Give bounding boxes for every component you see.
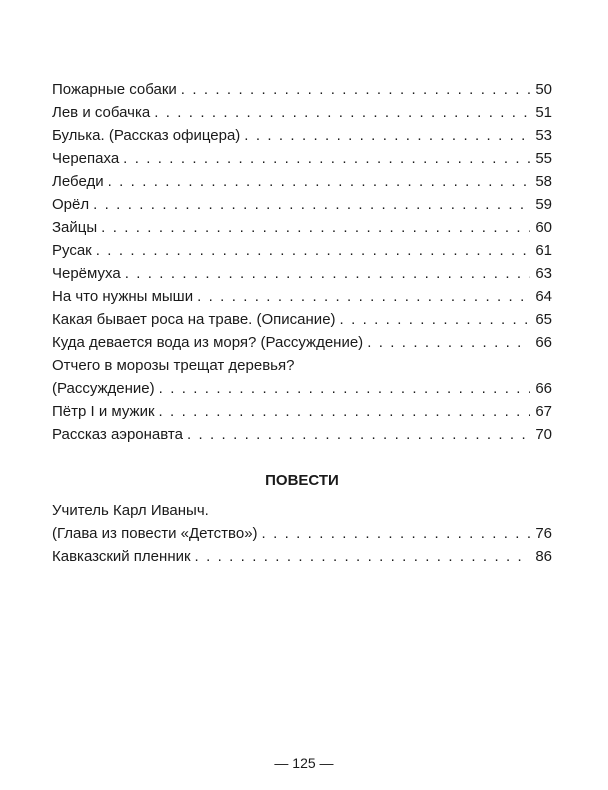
toc-entry	[52, 147, 552, 170]
toc-entry-title: Черепаха	[52, 150, 120, 167]
toc-entry-page: 66	[535, 380, 552, 397]
toc-entry	[52, 308, 552, 331]
toc-entry-page: 51	[535, 104, 552, 121]
toc-entry-page: 64	[535, 288, 552, 305]
toc-entry-title: Черёмуха	[52, 265, 121, 282]
toc-entry-page: 63	[535, 265, 552, 282]
toc-entry-page: 86	[535, 548, 552, 565]
toc-entry-page: 76	[535, 525, 552, 542]
toc-entry-title: Русак	[52, 242, 92, 259]
dot-leader	[93, 193, 530, 216]
section-heading: ПОВЕСТИ	[265, 472, 339, 489]
toc-entry-page: 55	[535, 150, 552, 167]
toc-entry-page: 50	[535, 81, 552, 98]
toc-entry	[52, 545, 552, 568]
dot-leader	[197, 285, 530, 308]
toc-entry	[52, 239, 552, 262]
toc-entry-title: Зайцы	[52, 219, 98, 236]
toc-entry	[52, 101, 552, 124]
dot-leader	[159, 400, 530, 423]
dot-leader	[181, 78, 530, 101]
toc-entry	[52, 331, 552, 354]
dot-leader	[195, 545, 530, 568]
toc-entry	[52, 78, 552, 101]
dot-leader	[340, 308, 530, 331]
toc-entry-title: Лев и собачка	[52, 104, 151, 121]
toc-main-list	[52, 78, 552, 446]
toc-entry-title-line1: Учитель Карл Иваныч.	[52, 502, 209, 519]
toc-entry	[52, 262, 552, 285]
toc-entry-page: 58	[535, 173, 552, 190]
toc-entry-title: Куда девается вода из моря? (Рассуждение)	[52, 334, 364, 351]
dot-leader	[125, 262, 530, 285]
toc-entry-title: Пётр I и мужик	[52, 403, 155, 420]
toc-entry	[52, 170, 552, 193]
dot-leader	[187, 423, 530, 446]
toc-entry-title: Рассказ аэронавта	[52, 426, 183, 443]
toc-entry-page: 67	[535, 403, 552, 420]
toc-entry-title: (Рассуждение)	[52, 380, 155, 397]
toc-entry	[52, 285, 552, 308]
toc-entry-page: 61	[535, 242, 552, 259]
toc-entry-title: Пожарные собаки	[52, 81, 177, 98]
toc-entry-page: 66	[535, 334, 552, 351]
dot-leader	[108, 170, 530, 193]
toc-entry	[52, 124, 552, 147]
toc-entry	[52, 193, 552, 216]
table-of-contents	[52, 78, 552, 568]
toc-novellas-list	[52, 499, 552, 568]
toc-entry	[52, 499, 552, 545]
toc-entry-title: Лебеди	[52, 173, 104, 190]
dot-leader	[101, 216, 530, 239]
toc-entry-title: Булька. (Рассказ офицера)	[52, 127, 241, 144]
toc-entry-title: На что нужны мыши	[52, 288, 194, 305]
toc-entry-page: 70	[535, 426, 552, 443]
toc-entry	[52, 400, 552, 423]
toc-entry-page: 65	[535, 311, 552, 328]
dot-leader	[159, 377, 530, 400]
dot-leader	[96, 239, 530, 262]
toc-entry-title: Какая бывает роса на траве. (Описание)	[52, 311, 336, 328]
dot-leader	[367, 331, 524, 354]
toc-entry-page: 53	[535, 127, 552, 144]
toc-entry-title: Кавказский пленник	[52, 548, 191, 565]
toc-entry	[52, 216, 552, 239]
dot-leader	[123, 147, 530, 170]
page-number: — 125 —	[274, 755, 334, 771]
toc-entry-page: 59	[535, 196, 552, 213]
dot-leader	[262, 522, 530, 545]
dot-leader	[244, 124, 530, 147]
toc-entry-title: Орёл	[52, 196, 90, 213]
toc-entry-title: (Глава из повести «Детство»)	[52, 525, 258, 542]
toc-entry-page: 60	[535, 219, 552, 236]
dot-leader	[154, 101, 530, 124]
toc-entry	[52, 423, 552, 446]
toc-entry	[52, 354, 552, 400]
toc-entry-title-line1: Отчего в морозы трещат деревья?	[52, 357, 295, 374]
